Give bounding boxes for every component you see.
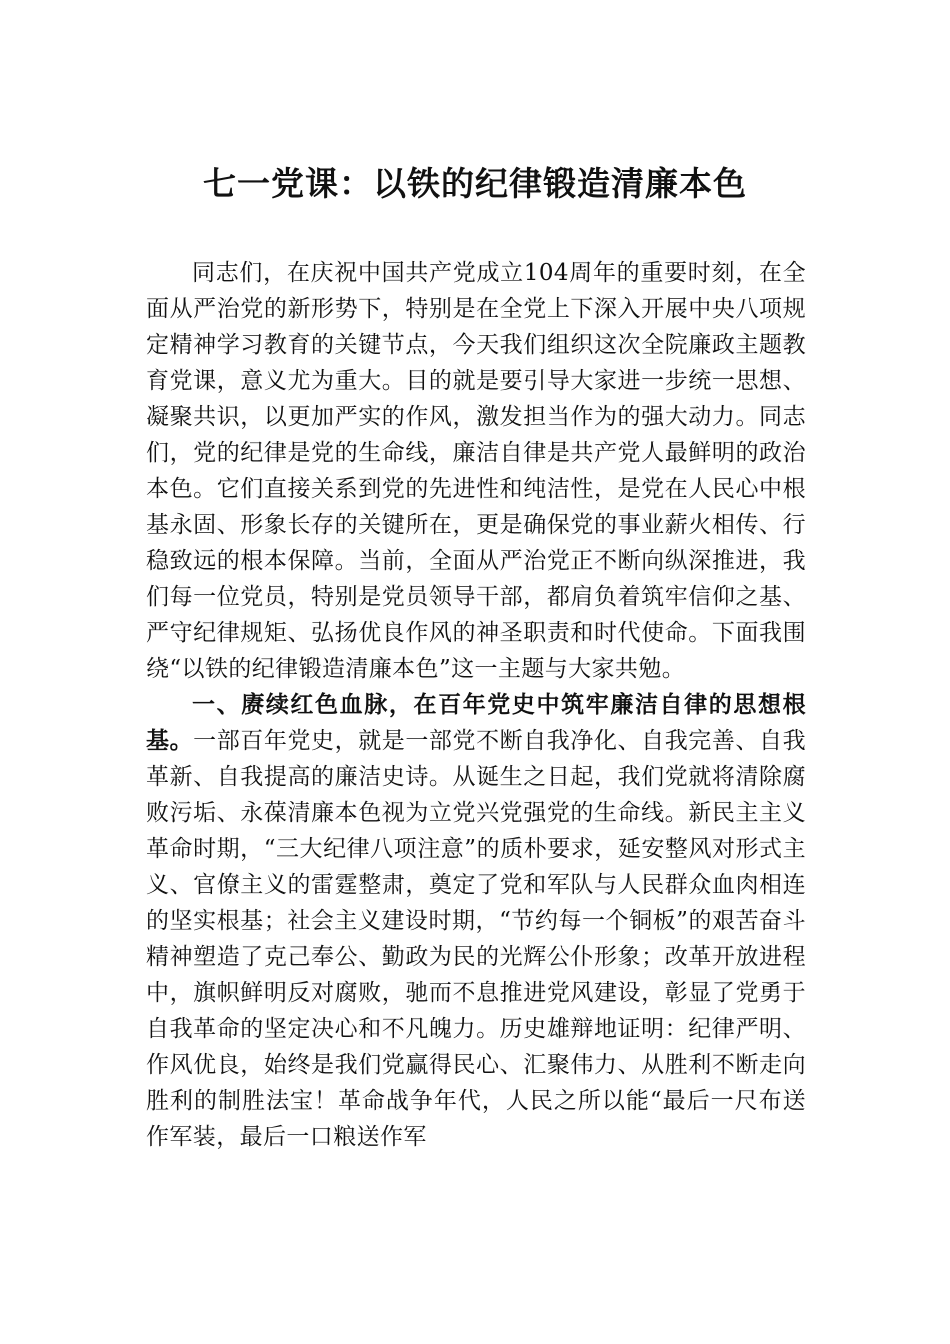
paragraph-intro (146, 255, 806, 687)
paragraph-section-one (146, 687, 806, 1155)
section-heading: 一、赓续红色血脉，在百年党史中筑牢廉洁自律的思想根基。 (146, 692, 806, 754)
document-body (146, 255, 806, 1155)
document-title: 七一党课：以铁的纪律锻造清廉本色 (203, 164, 747, 203)
paragraph-text: 同志们，在庆祝中国共产党成立104周年的重要时刻，在全面从严治党的新形势下，特别是在全党上下深入开展中央八项规定精神学习教育的关键节点，今天我们组织这次全院廉政主题教育党课，意义尤为重大。目的就是要引导大家进一步统一思想、凝聚共识，以更加严实的作风，激发担当作为的强大动力。同志们，党的纪律是党的生命线，廉洁自律是共产党人最鲜明的政治本色。它们直接关系到党的先进性和纯洁性，是党在人民心中根基永固、形象长存的关键所在，更是确保党的事业薪火相传、行稳致远的根本保障。当前，全面从严治党正不断向纵深推进，我们每一位党员，特别是党员领导干部，都肩负着筑牢信仰之基、严守纪律规矩、弘扬优良作风的神圣职责和时代使命。下面我围绕“以铁的纪律锻造清廉本色”这一主题与大家共勉。 (146, 260, 806, 682)
paragraph-text: 一部百年党史，就是一部党不断自我净化、自我完善、自我革新、自我提高的廉洁史诗。从诞生之日起，我们党就将清除腐败污垢、永葆清廉本色视为立党兴党强党的生命线。新民主主义革命时期，“三大纪律八项注意”的质朴要求，延安整风对形式主义、官僚主义的雷霆整肃，奠定了党和军队与人民群众血肉相连的坚实根基；社会主义建设时期，“节约每一个铜板”的艰苦奋斗精神塑造了克己奉公、勤政为民的光辉公仆形象；改革开放进程中，旗帜鲜明反对腐败，驰而不息推进党风建设，彰显了党勇于自我革命的坚定决心和不凡魄力。历史雄辩地证明：纪律严明、作风优良，始终是我们党赢得民心、汇聚伟力、从胜利不断走向胜利的制胜法宝！革命战争年代，人民之所以能“最后一尺布送作军装，最后一口粮送作军 (146, 728, 806, 1150)
